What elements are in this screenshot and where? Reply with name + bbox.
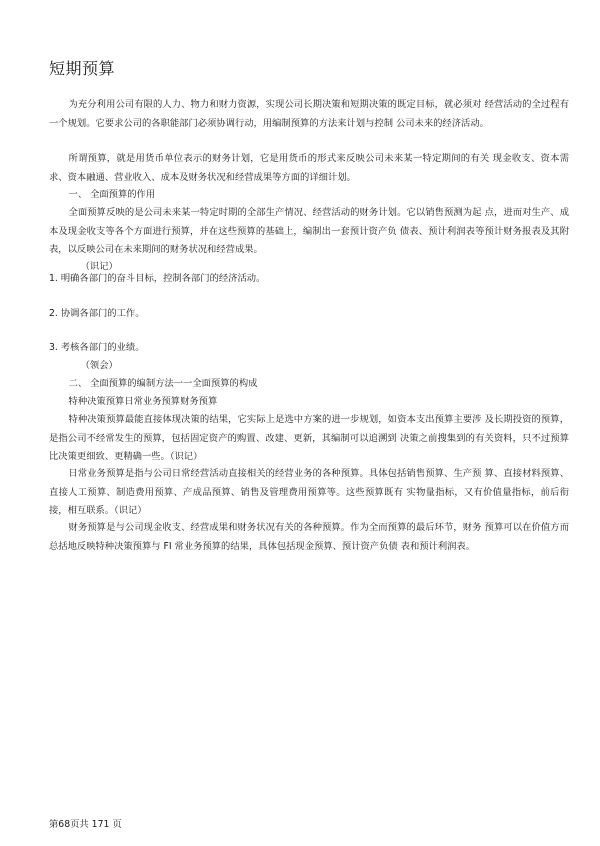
intro-paragraph-1: 为充分利用公司有限的人力、物力和财力资源，实现公司长期决策和短期决策的既定目标，就必须对 经营活动的全过程有一个规划。它要求公司的各职能部门必须协调行动，用编制预算的方法来计划与控制 公司未来的经济活动。 [49,99,569,129]
page-title: 短期预算 [49,59,116,78]
section-2-paragraph-3: 财务预算是与公司现金收支、经营成果和财务状况有关的各种预算。作为全而预算的最后环节，财务 预算可以在价值方而总括地反映特种决策预算与 FI 常业务预算的结果，具体包括现金预算、预计资产负债 表和预计利润表。 [49,522,569,552]
page-footer: 第68页共 171 页 [49,819,122,830]
section-2-heading: 二、 全面预算的编制方法一一全面预算的构成 [68,378,258,389]
list-item: 1. 明确各部门的奋斗目标，控制各部门的经济活动。 [49,273,266,284]
section-1-heading: 一、 全面预算的作用 [68,189,156,200]
note-understand: （领会） [80,360,118,371]
section-2-subheading: 特种决策预算日常业务预算财务预算 [68,396,218,407]
list-item: 3. 考核各部门的业绩。 [49,342,145,353]
intro-paragraph-2: 所谓预算，就是用货币单位表示的财务计划，它是用货币的形式来反映公司未来某一特定期间的有关 现金收支、资本需求、资本融通、营业收入、成本及财务状况和经营成果等方面的详细计划。 [49,153,569,183]
note-recall-1: （识记） [80,261,118,272]
section-1-paragraph: 全面预算反映的是公司未来某一特定时期的全部生产情况、经营活动的财务计划。它以销售预测为起 点，进而对生产、成本及现金收支等各个方面进行预算，并在这些预算的基础上，编制出一套预计资产负 债表、预计利润表等预计财务报表及其附表，以反映公司在未来期间的财务状况和经营成果。 [49,207,569,255]
section-2-paragraph-1: 特种决策预算最能直接体现决策的结果，它实际上是选中方案的进一步规划，如资本支出预算主要涉 及长期投资的预算，是指公司不经常发生的预算，包括固定资产的购置、改建、更新，其编制可以追溯到 决策之前搜集到的有关资料，只不过预算比决策更细致、更精确一些。（识记） [49,414,569,462]
section-2-paragraph-2: 日常业务预算是指与公司日常经营活动直接相关的经营业务的各种预算。具体包括销售预算、生产预 算、直接材料预算、直接人工预算、制造费用预算、产成品预算、销售及管理费用预算等。这些预算既有 实物量指标，又有价值量指标，前后衔接，相互联系。（识记） [49,468,569,516]
list-item: 2. 协调各部门的工作。 [49,308,145,319]
